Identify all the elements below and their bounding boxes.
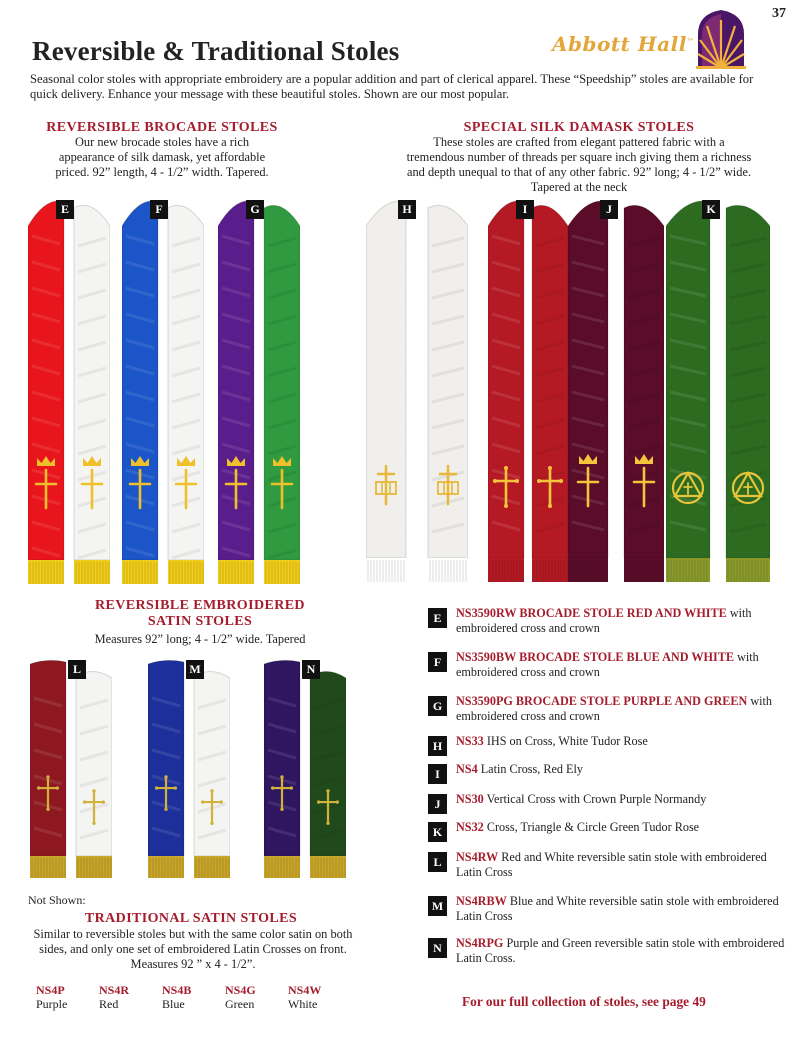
sku-color: White [288,997,318,1011]
sku-code: NS4P [36,983,65,997]
stole-image [148,658,230,878]
traditional-description: Similar to reversible stoles but with the same color satin on both sides, and only one set of embroidered Latin Crosses on front. Measures 92 ” x 4 - 1/2”. [33,927,353,971]
item-description [456,762,794,777]
sku-item [162,983,222,1011]
item-desc: Latin Cross, Red Ely [477,762,583,776]
item-desc: with embroidered cross and crown [456,650,759,679]
stole-h[interactable] [366,196,468,582]
sku-code: NS4W [288,983,322,997]
item-code: NS30 [456,792,484,806]
item-description [456,606,794,636]
satin-description: Measures 92” long; 4 - 1/2” wide. Tapered [94,632,306,646]
brand-logo [552,8,752,70]
stole-letter-badge: N [302,660,320,679]
item-code: NS33 [456,734,484,748]
logo-wordmark: Abbott Hall™ [552,32,695,56]
sku-color: Blue [162,997,185,1011]
sku-item [99,983,159,1011]
stole-image [666,196,770,582]
item-desc: IHS on Cross, White Tudor Rose [483,734,648,748]
item-desc: Vertical Cross with Crown Purple Normandy [483,792,707,806]
satin-title-line-1: REVERSIBLE EMBROIDERED [95,598,305,613]
stole-image [122,196,204,584]
sku-item [225,983,285,1011]
not-shown-label: Not Shown: [28,893,86,907]
damask-section-title: SPECIAL SILK DAMASK STOLES [463,120,695,135]
item-description [456,936,794,966]
stole-letter-badge: K [702,200,720,219]
stole-image [264,658,346,878]
item-description [456,894,794,924]
sku-code: NS4R [99,983,130,997]
stole-letter-badge: F [150,200,168,219]
stole-letter-badge: M [186,660,204,679]
item-desc: Red and White reversible satin stole with embroidered Latin Cross [456,850,767,879]
item-letter-badge: E [428,608,447,628]
brocade-description: Our new brocade stoles have a rich appearance of silk damask, yet affordable priced. 92” length, 4 - 1/2” width. Tapered. [55,135,269,179]
item-letter-badge: N [428,938,447,958]
traditional-sku-row [36,983,346,1015]
stole-m[interactable] [148,658,230,878]
sku-color: Red [99,997,119,1011]
item-letter-badge: G [428,696,447,716]
traditional-section-title: TRADITIONAL SATIN STOLES [84,911,298,926]
item-code: NS3590BW BROCADE STOLE BLUE AND WHITE [456,650,735,664]
stole-letter-badge: G [246,200,264,219]
item-desc: Blue and White reversible satin stole with embroidered Latin Cross [456,894,779,923]
stole-letter-badge: H [398,200,416,219]
item-code: NS32 [456,820,484,834]
item-desc: with embroidered cross and crown [456,694,773,723]
item-letter-badge: K [428,822,447,842]
item-letter-badge: L [428,852,447,872]
stole-letter-badge: I [516,200,534,219]
stole-j[interactable] [568,196,664,582]
damask-description: These stoles are crafted from elegant pattered fabric with a tremendous number of threads per square inch giving them a richness and depth unequal to that of any other fabric. 92” long; 4 - 1/2” wide. Tapered at the neck [406,135,752,194]
stole-letter-badge: L [68,660,86,679]
item-description [456,734,794,749]
stole-e[interactable] [28,196,110,584]
sku-item [36,983,96,1011]
stole-letter-badge: J [600,200,618,219]
satin-title-line-2: SATIN STOLES [147,614,253,629]
stole-k[interactable] [666,196,770,582]
item-code: NS4RBW [456,894,507,908]
stole-letter-badge: E [56,200,74,219]
item-code: NS4RW [456,850,499,864]
stole-image [366,196,468,582]
stole-image [218,196,300,584]
intro-paragraph: Seasonal color stoles with appropriate embroidery are a popular addition and part of clerical apparel. These “Speedship” stoles are available for quick delivery. Enhance your message with these beautiful stoles. Shown are our most popular. [30,72,754,101]
item-description [456,650,794,680]
stole-g[interactable] [218,196,300,584]
stole-image [30,658,112,878]
item-description [456,850,794,880]
satin-section-title [60,598,340,630]
sku-code: NS4B [162,983,192,997]
gothic-window-icon [694,8,748,70]
brocade-section-title: REVERSIBLE BROCADE STOLES [46,120,278,135]
item-desc: Purple and Green reversible satin stole with embroidered Latin Cross. [456,936,785,965]
item-letter-badge: M [428,896,447,916]
sku-color: Purple [36,997,68,1011]
sku-code: NS4G [225,983,256,997]
item-letter-badge: H [428,736,447,756]
item-description [456,694,794,724]
sku-item [288,983,348,1011]
stole-image [28,196,110,584]
item-letter-badge: F [428,652,447,672]
stole-f[interactable] [122,196,204,584]
page-title: Reversible & Traditional Stoles [32,36,400,66]
item-desc: Cross, Triangle & Circle Green Tudor Rose [483,820,700,834]
item-code: NS4 [456,762,478,776]
page-number: 37 [772,6,786,21]
item-description [456,792,794,807]
stole-image [488,196,568,582]
item-code: NS3590RW BROCADE STOLE RED AND WHITE [456,606,727,620]
item-code: NS4RPG [456,936,504,950]
item-letter-badge: J [428,794,447,814]
item-code: NS3590PG BROCADE STOLE PURPLE AND GREEN [456,694,748,708]
item-description [456,820,794,835]
footer-note[interactable]: For our full collection of stoles, see page 49 [462,994,706,1009]
item-letter-badge: I [428,764,447,784]
stole-i[interactable] [488,196,568,582]
stole-n[interactable] [264,658,346,878]
stole-l[interactable] [30,658,112,878]
item-desc: with embroidered cross and crown [456,606,752,635]
sku-color: Green [225,997,255,1011]
stole-image [568,196,664,582]
